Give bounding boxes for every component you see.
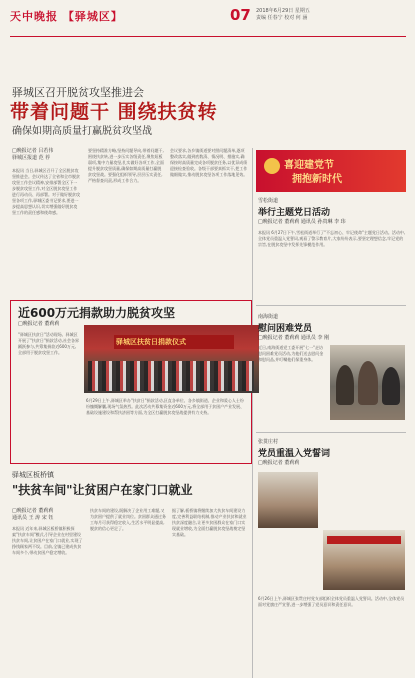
issue-meta [256, 8, 406, 22]
issue-proofreader: 校对 何 涵 [284, 15, 308, 21]
right1-kicker: 雪松街道 [258, 198, 279, 204]
header-rule [10, 36, 406, 37]
lead-kicker: 驿城区召开脱贫攻坚推进会 [12, 86, 144, 99]
donation-caption: "驿城区扶贫日"活动现场。驿城区开展了"扶贫日"捐款活动,社会各界踊跃参与,共筹集捐款近600万元,全部用于脱贫攻坚工作。 [18, 332, 79, 355]
right1-title: 举行主题党日活动 [258, 208, 331, 218]
oath-ceremony-photo-small [258, 472, 318, 528]
residence-byline-reporter: □晚报记者 董莉莉 [12, 508, 54, 514]
right2-caption: 近日,南海街道党工委开展"七一"走访慰问困难党员活动,为他们送去慰问金和慰问品,并叮嘱他们保重身体。 [258, 345, 324, 362]
lead-headline: 带着问题干 围绕扶贫转 [10, 101, 218, 123]
lead-text-column-1: 本报讯 当日,驿城区召开了全区脱贫攻坚推进会。会议传达了全省和全市脱贫攻坚工作会议精神,安排部署全区下一步脱贫攻坚工作,对全区脱贫攻坚工作进行再动员、再部署。对于做好脱贫攻坚各项工作,驿城区委书记要求,要进一步提高思想认识,切实增强做好脱贫攻坚工作的责任感和使命感。 [12, 168, 80, 215]
issue-date: 2018年6月29日 [256, 8, 294, 14]
donation-ceremony-photo [84, 325, 259, 393]
right1-body: 本报讯 6月27日下午,雪松街道举行了"不忘初心、牢记使命"主题党日活动。活动中,全体党员重温入党誓词,观看了警示教育片,大家纷纷表示,要坚定理想信念,牢记党的宗旨,在脱贫攻坚中发挥先锋模范作用。 [258, 230, 406, 247]
right3-byline: □晚报记者 董莉莉 [258, 460, 300, 466]
right3-caption: 6月26日上午,驿城区张贯庄村党支部组织全体党员重温入党誓词。活动中,全体党员面对党旗庄严宣誓,进一步增强了党员意识和责任意识。 [258, 596, 405, 607]
visit-party-member-photo [330, 345, 405, 420]
donation-byline: □晚报记者 董莉莉 [18, 321, 60, 327]
residence-column-1: 本报讯 近年来,驿城区板桥镇积极探索"扶贫车间"模式,引导企业在村里建设扶贫车间,让贫困户在家门口就业,实现了挣钱顾家两不误。目前,全镇已建成扶贫车间多个,带动贫困户稳定增收。 [12, 526, 83, 555]
right1-byline: □晚报记者 董莉莉 通讯员 孙贵琳 李 玮 [258, 219, 346, 225]
residence-kicker: 驿城区板桥镇 [12, 471, 54, 479]
right3-title: 党员重温入党誓词 [258, 449, 331, 459]
right-divider-1 [256, 305, 406, 306]
column-divider [252, 148, 253, 678]
right2-title: 慰问困难党员 [258, 324, 313, 334]
banner-line-2: 拥抱新时代 [292, 174, 342, 185]
newspaper-masthead [10, 8, 130, 22]
photo-crowd [88, 361, 254, 391]
residence-headline: "扶贫车间"让贫困户在家门口就业 [12, 483, 193, 497]
section-name: 【驿城区】 [62, 10, 123, 23]
lead-text-column-3: 会议要求,各乡镇街道要对照问题清单,逐项整改落实,做到底数清、情况明、措施实,确保按时高质量完成各项脱贫任务,以优异成绩迎接检查验收。各级干部要真抓实干,把工作做细做实,推动脱贫攻坚各项工作落地见效。 [170, 148, 248, 177]
lead-byline-correspondent: 驿城区报道 范 荐 [12, 155, 51, 161]
star-emblem-icon [264, 158, 280, 174]
donation-body: 6月29日上午,驿城区举办"扶贫日"捐款活动,区直各单位、各乡镇街道、企业和爱心人士纷纷慷慨解囊,现场气氛热烈。此次活动共募集资金近600万元,将全部用于贫困户产业发展、基础设施建设和帮扶济困等方面,为全区打赢脱贫攻坚战提供有力支持。 [86, 398, 245, 415]
residence-column-3: 据了解,板桥镇将继续加大扶贫车间建设力度,完善利益联结机制,推动产业扶贫和就业扶贫深度融合,让更多贫困群众在家门口实现就业增收,为全面打赢脱贫攻坚战奠定坚实基础。 [172, 508, 247, 537]
issue-editor: 责编 任春宁 [256, 15, 283, 21]
newspaper-name: 天中晚报 [10, 10, 58, 23]
lead-subhead: 确保如期高质量打赢脱贫攻坚战 [12, 126, 152, 137]
party-day-banner [256, 150, 406, 192]
residence-byline-correspondent: 通讯员 王 涛 宋 钰 [12, 515, 54, 521]
oath-ceremony-photo [323, 530, 405, 590]
right-divider-2 [256, 432, 406, 433]
donation-headline: 近600万元捐款助力脱贫攻坚 [18, 306, 176, 320]
right2-byline: □晚报记者 董莉莉 通讯员 李 刚 [258, 335, 330, 341]
right2-kicker: 南海街道 [258, 314, 279, 320]
page-header [0, 0, 415, 40]
page-number: 07 [230, 6, 251, 24]
issue-weekday: 星期五 [294, 8, 310, 14]
lead-text-column-2: 要坚持精准方略,坚持问题导向,带着问题干,围绕扶贫转,进一步压实各级责任,聚焦短板弱项,集中力量攻坚,扎实做好各项工作,全面提升脱贫攻坚质量,确保如期高质量打赢脱贫攻坚战。要强化组织领导,层层压实责任,严格督查问责,形成工作合力。 [88, 148, 164, 183]
lead-byline [12, 148, 82, 162]
lead-byline-reporter: □晚报记者 吕若伟 [12, 148, 54, 154]
residence-column-2: 扶贫车间的建设,既解决了企业用工难题,又为贫困户提供了就业岗位。贫困群众通过务工每月可获得稳定收入,生活水平明显提高,脱贫的信心更足了。 [90, 508, 166, 531]
right3-kicker: 张贯庄村 [258, 439, 279, 445]
party-flag-banner [327, 536, 401, 544]
banner-line-1: 喜迎建党节 [284, 160, 334, 171]
photo-banner-text: 驿城区扶贫日捐款仪式 [116, 338, 186, 346]
residence-byline [12, 508, 82, 522]
